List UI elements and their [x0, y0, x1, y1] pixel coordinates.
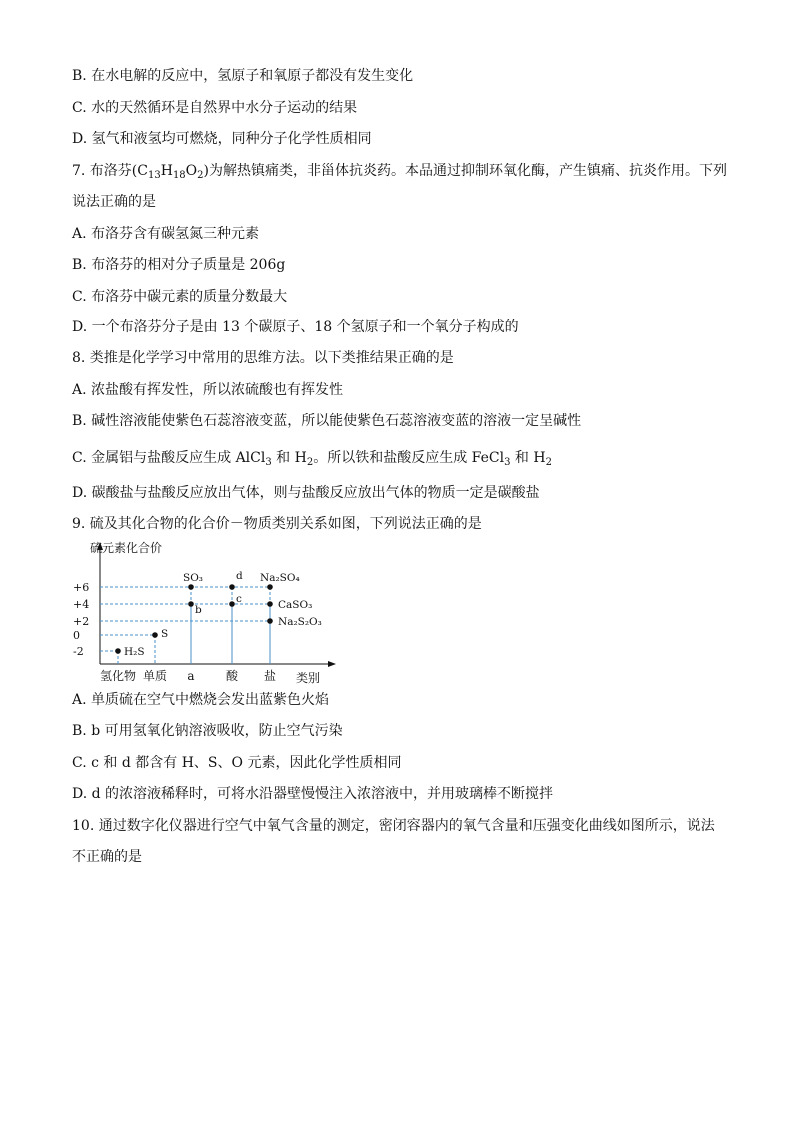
q8c-sub-3: 3 [504, 457, 511, 468]
x-tick-label: 盐 [263, 669, 277, 683]
valence-category-chart [60, 538, 350, 688]
q7-sub-o: 2 [197, 170, 204, 181]
question-8-option-b: B. 碱性溶液能使紫色石蕊溶液变蓝，所以能使紫色石蕊溶液变蓝的溶液一定呈碱性 [72, 413, 582, 429]
q7-text-h: H [160, 163, 173, 179]
question-8-option-d: D. 碳酸盐与盐酸反应放出气体，则与盐酸反应放出气体的物质一定是碳酸盐 [72, 485, 540, 501]
data-point-label: Na₂S₂O₃ [278, 616, 322, 628]
x-tick-label: 单质 [142, 669, 168, 683]
data-point [188, 584, 194, 590]
data-point-label: Na₂SO₄ [260, 572, 300, 584]
data-point-label: CaSO₃ [278, 599, 313, 611]
question-7-option-a: A. 布洛芬含有碳氢氮三种元素 [72, 226, 260, 242]
question-7-stem [72, 161, 727, 186]
y-tick-label: +2 [73, 615, 90, 628]
option-c-prev: C. 水的天然循环是自然界中水分子运动的结果 [72, 100, 358, 116]
data-point-label: SO₃ [183, 572, 204, 584]
q7-sub-c: 13 [147, 170, 161, 181]
q7-text-o: O [185, 163, 198, 179]
x-tick-label: a [187, 669, 195, 683]
data-point [188, 601, 194, 607]
data-point [267, 601, 273, 607]
q7-sub-h: 18 [172, 170, 186, 181]
data-point-label: S [161, 628, 169, 640]
question-8-option-c [72, 448, 552, 473]
option-d-prev: D. 氢气和液氢均可燃烧，同种分子化学性质相同 [72, 131, 372, 147]
q8c-text-3: 。所以铁和盐酸反应生成 FeCl [313, 450, 505, 466]
q7-text-1: 7. 布洛芬(C [72, 163, 148, 179]
question-7-option-c: C. 布洛芬中碳元素的质量分数最大 [72, 289, 288, 305]
y-axis-title: 硫元素化合价 [90, 541, 163, 555]
q8c-text-2: 和 H [271, 450, 307, 466]
q7-text-2: )为解热镇痛类，非甾体抗炎药。本品通过抑制环氧化酶，产生镇痛、抗炎作用。下列 [203, 163, 727, 179]
question-7-stem-cont: 说法正确的是 [72, 194, 156, 210]
question-9-option-c: C. c 和 d 都含有 H、S、O 元素，因此化学性质相同 [72, 755, 402, 771]
question-10-stem: 10. 通过数字化仪器进行空气中氧气含量的测定，密闭容器内的氧气含量和压强变化曲线如图所示，说法 [72, 818, 715, 834]
question-7-option-d: D. 一个布洛芬分子是由 13 个碳原子、18 个氢原子和一个氧分子构成的 [72, 319, 519, 335]
data-point [267, 584, 273, 590]
x-tick-label: 酸 [225, 669, 239, 683]
question-8-stem: 8. 类推是化学学习中常用的思维方法。以下类推结果正确的是 [72, 350, 454, 366]
data-point-label: H₂S [124, 646, 145, 658]
q8c-sub-2: 2 [306, 457, 314, 468]
option-7-b-prev: B. 在水电解的反应中，氢原子和氧原子都没有发生变化 [72, 68, 414, 84]
question-9-option-b: B. b 可用氢氧化钠溶液吸收，防止空气污染 [72, 723, 343, 739]
q8c-text-1: C. 金属铝与盐酸反应生成 AlCl [72, 450, 266, 466]
question-9-stem: 9. 硫及其化合物的化合价－物质类别关系如图，下列说法正确的是 [72, 516, 482, 532]
q8c-text-4: 和 H [510, 450, 546, 466]
data-point [115, 648, 121, 654]
data-point-label: b [195, 604, 202, 616]
question-10-stem-cont: 不正确的是 [72, 849, 142, 865]
y-tick-label: -2 [73, 645, 84, 658]
data-point [229, 601, 235, 607]
data-point [152, 632, 158, 638]
question-9-option-d: D. d 的浓溶液稀释时，可将水沿器壁慢慢注入浓溶液中，并用玻璃棒不断搅拌 [72, 786, 554, 802]
question-8-option-a: A. 浓盐酸有挥发性，所以浓硫酸也有挥发性 [72, 382, 344, 398]
data-point [267, 618, 273, 624]
data-point-label: d [236, 570, 243, 582]
y-tick-label: 0 [73, 629, 80, 642]
data-point-label: c [236, 593, 242, 605]
y-tick-label: +4 [73, 598, 90, 611]
x-axis-title: 类别 [296, 671, 321, 685]
q8c-sub-4: 2 [545, 457, 552, 468]
x-tick-label: 氢化物 [99, 669, 137, 683]
question-9-option-a: A. 单质硫在空气中燃烧会发出蓝紫色火焰 [72, 692, 330, 708]
q8c-sub-1: 3 [265, 457, 272, 468]
question-7-option-b: B. 布洛芬的相对分子质量是 206g [72, 257, 286, 273]
y-tick-label: +6 [73, 581, 90, 594]
data-point [229, 584, 235, 590]
x-axis-arrow [328, 661, 336, 667]
